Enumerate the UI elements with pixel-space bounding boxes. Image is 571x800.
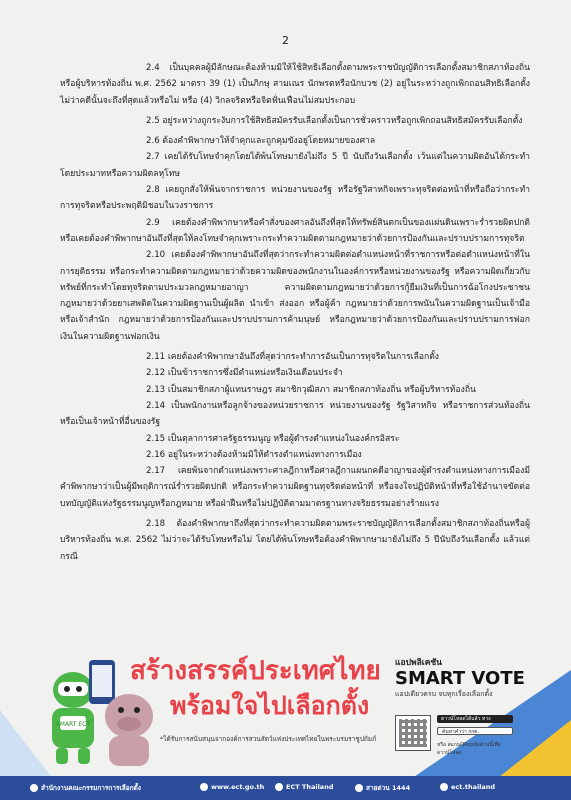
- scan-label: หรือ สแกนQRcodeด้านนี้เพื่อดาวน์โหลด: [437, 742, 501, 756]
- app-title: แอปพลิเคชัน: [395, 658, 442, 668]
- footer-bar: [0, 776, 571, 800]
- clause-2-13: 2.13 เป็นสมาชิกสภาผู้แทนราษฎร สมาชิกวุฒิสภา สมาชิกสภาท้องถิ่น หรือผู้บริหารท้องถิ่น: [146, 384, 476, 395]
- footer-hotline[interactable]: สายด่วน 1444: [355, 783, 410, 793]
- clause-2-10: 2.10 เคยต้องคำพิพากษาอันถึงที่สุดว่ากระทำความผิดต่อตำแหน่งหน้าที่ราชการหรือต่อตำแหน่งหน้าที่ในการยุติธรรม หรือกระทำความผิดตามกฎหมายว่าด้วยความผิดของพนักงานในองค์การหรือหน่วยงานของรัฐ หรือความผิดเกี่ยวกับทรัพย์ที่กระทำโดยทุจริตตามประมวลกฎหมายอาญา ความผิดตามกฎหมายว่าด้วยการกู้ยืมเงินที่เป็นการฉ้อโกงประชาชน กฎหมายว่าด้วยยาเสพติดในความผิดฐานเป็นผู้ผลิต นำเข้า ส่งออก หรือผู้ค้า กฎหมายว่าด้วยการพนันในความผิดฐานเป็นเจ้ามือหรือเจ้าสำนัก กฎหมายว่าด้วยการป้องกันและปราบปรามการค้ามนุษย์ หรือกฎหมายว่าด้วยการป้องกันและปราบปรามการฟอกเงินในความผิดฐานฟอกเงิน: [60, 250, 530, 342]
- clause-2-16: 2.16 อยู่ในระหว่างต้องห้ามมิให้ดำรงตำแหน่งทางการเมือง: [146, 449, 362, 460]
- clause-2-14: 2.14 เป็นพนักงานหรือลูกจ้างของหน่วยราชการ หน่วยงานของรัฐ รัฐวิสาหกิจ หรือราชการส่วนท้องถิ่น หรือเป็นเจ้าหน้าที่อื่นของรัฐ: [60, 400, 530, 428]
- footer-org: สำนักงานคณะกรรมการการเลือกตั้ง: [30, 783, 141, 793]
- footer-website[interactable]: www.ect.go.th: [200, 783, 264, 791]
- mascot-label: SMART ECT: [55, 721, 91, 728]
- footer-line[interactable]: ect.thailand: [440, 783, 495, 791]
- globe-icon: [200, 783, 208, 791]
- banner-support-note: *ได้รับการสนับสนุนจากองค์การสวนสัตว์แห่งประเทศไทยในพระบรมราชูปถัมภ์: [160, 735, 377, 743]
- clause-2-4: 2.4 เป็นบุคคลผู้มีลักษณะต้องห้ามมิให้ใช้สิทธิเลือกตั้งตามพระราชบัญญัติการเลือกตั้งสมาชิกสภาท้องถิ่นหรือผู้บริหารท้องถิ่น พ.ศ. 2562 มาตรา 39 (1) เป็นภิกษุ สามเณร นักพรตหรือนักบวช (2) อยู่ในระหว่างถูกเพิกถอนสิทธิเลือกตั้งไม่ว่าคดีนั้นจะถึงที่สุดแล้วหรือไม่ หรือ (4) วิกลจริตหรือจิตฟั่นเฟือนไม่สมประกอบ: [60, 63, 530, 106]
- ect-logo-icon: [30, 784, 38, 792]
- clause-2-18: 2.18 ต้องคำพิพากษาถึงที่สุดว่ากระทำความผิดตามพระราชบัญญัติการเลือกตั้งสมาชิกสภาท้องถิ่นหรือผู้บริหารท้องถิ่น พ.ศ. 2562 ไม่ว่าจะได้รับโทษหรือไม่ โดยได้พ้นโทษหรือต้องคำพิพากษามายังไม่ถึง 5 ปีนับถึงวันเลือกตั้ง แล้วแต่กรณี: [60, 519, 530, 562]
- app-name: SMART VOTE: [395, 668, 525, 689]
- clause-2-7: 2.7 เคยได้รับโทษจำคุกโดยได้พ้นโทษมายังไม่ถึง 5 ปี นับถึงวันเลือกตั้ง เว้นแต่ในความผิดอันได้กระทำโดยประมาทหรือความผิดลหุโทษ: [60, 152, 530, 179]
- clause-2-9: 2.9 เคยต้องคำพิพากษาหรือคำสั่งของศาลอันถึงที่สุดให้ทรัพย์สินตกเป็นของแผ่นดินเพราะร่ำรวยผิดปกติ หรือเคยต้องคำพิพากษาอันถึงที่สุดให้ลงโทษจำคุกเพราะกระทำความผิดตามกฎหมายว่าด้วยการป้องกันและปราบปรามการทุจริต: [60, 217, 530, 244]
- banner-slogan-line1: สร้างสรรค์ประเทศไทย: [130, 656, 381, 686]
- document-body: [60, 60, 530, 565]
- clause-2-5: 2.5 อยู่ระหว่างถูกระงับการใช้สิทธิสมัครรับเลือกตั้งเป็นการชั่วคราวหรือถูกเพิกถอนสิทธิสมัครรับเลือกตั้ง: [146, 115, 523, 126]
- clause-2-15: 2.15 เป็นตุลาการศาลรัฐธรรมนูญ หรือผู้ดำรงตำแหน่งในองค์กรอิสระ: [146, 433, 400, 444]
- app-store-badge[interactable]: ดาวน์โหลดได้แล้ว ทาง: [437, 715, 513, 723]
- clause-2-17: 2.17 เคยพ้นจากตำแหน่งเพราะศาลฎีกาหรือศาลฎีกาแผนกคดีอาญาของผู้ดำรงตำแหน่งทางการเมืองมีคำพิพากษาว่าเป็นผู้มีพฤติการณ์ร่ำรวยผิดปกติ หรือกระทำความผิดฐานทุจริตต่อหน้าที่ หรือจงใจปฏิบัติหน้าที่หรือใช้อำนาจขัดต่อบทบัญญัติแห่งรัฐธรรมนูญหรือกฎหมาย หรือฝ่าฝืนหรือไม่ปฏิบัติตามมาตรฐานทางจริยธรรมอย่างร้ายแรง: [60, 466, 530, 509]
- qr-code-icon[interactable]: [395, 715, 431, 751]
- app-tagline: แอปเดียวครบ จบทุกเรื่องเลือกตั้ง: [395, 690, 493, 698]
- clause-2-8: 2.8 เคยถูกสั่งให้พ้นจากราชการ หน่วยงานของรัฐ หรือรัฐวิสาหกิจเพราะทุจริตต่อหน้าที่หรือถือว่ากระทำการทุจริตหรือประพฤติมิชอบในวงราชการ: [60, 185, 530, 212]
- banner-slogan-line2: พร้อมใจไปเลือกตั้ง: [170, 691, 370, 720]
- clause-2-12: 2.12 เป็นข้าราชการซึ่งมีตำแหน่งหรือเงินเดือนประจำ: [146, 368, 343, 379]
- phone-icon: [355, 784, 363, 792]
- facebook-icon: [275, 783, 283, 791]
- clause-2-6: 2.6 ต้องคำพิพากษาให้จำคุกและถูกคุมขังอยู่โดยหมายของศาล: [146, 136, 376, 147]
- search-label: ค้นหาคำว่า กกต.: [437, 727, 513, 735]
- smart-vote-promo: [395, 655, 550, 775]
- footer-facebook[interactable]: ECT Thailand: [275, 783, 333, 791]
- line-app-icon: [440, 783, 448, 791]
- page-number: 2: [282, 34, 289, 47]
- clause-2-11: 2.11 เคยต้องคำพิพากษาอันถึงที่สุดว่ากระทำการอันเป็นการทุจริตในการเลือกตั้ง: [146, 352, 440, 363]
